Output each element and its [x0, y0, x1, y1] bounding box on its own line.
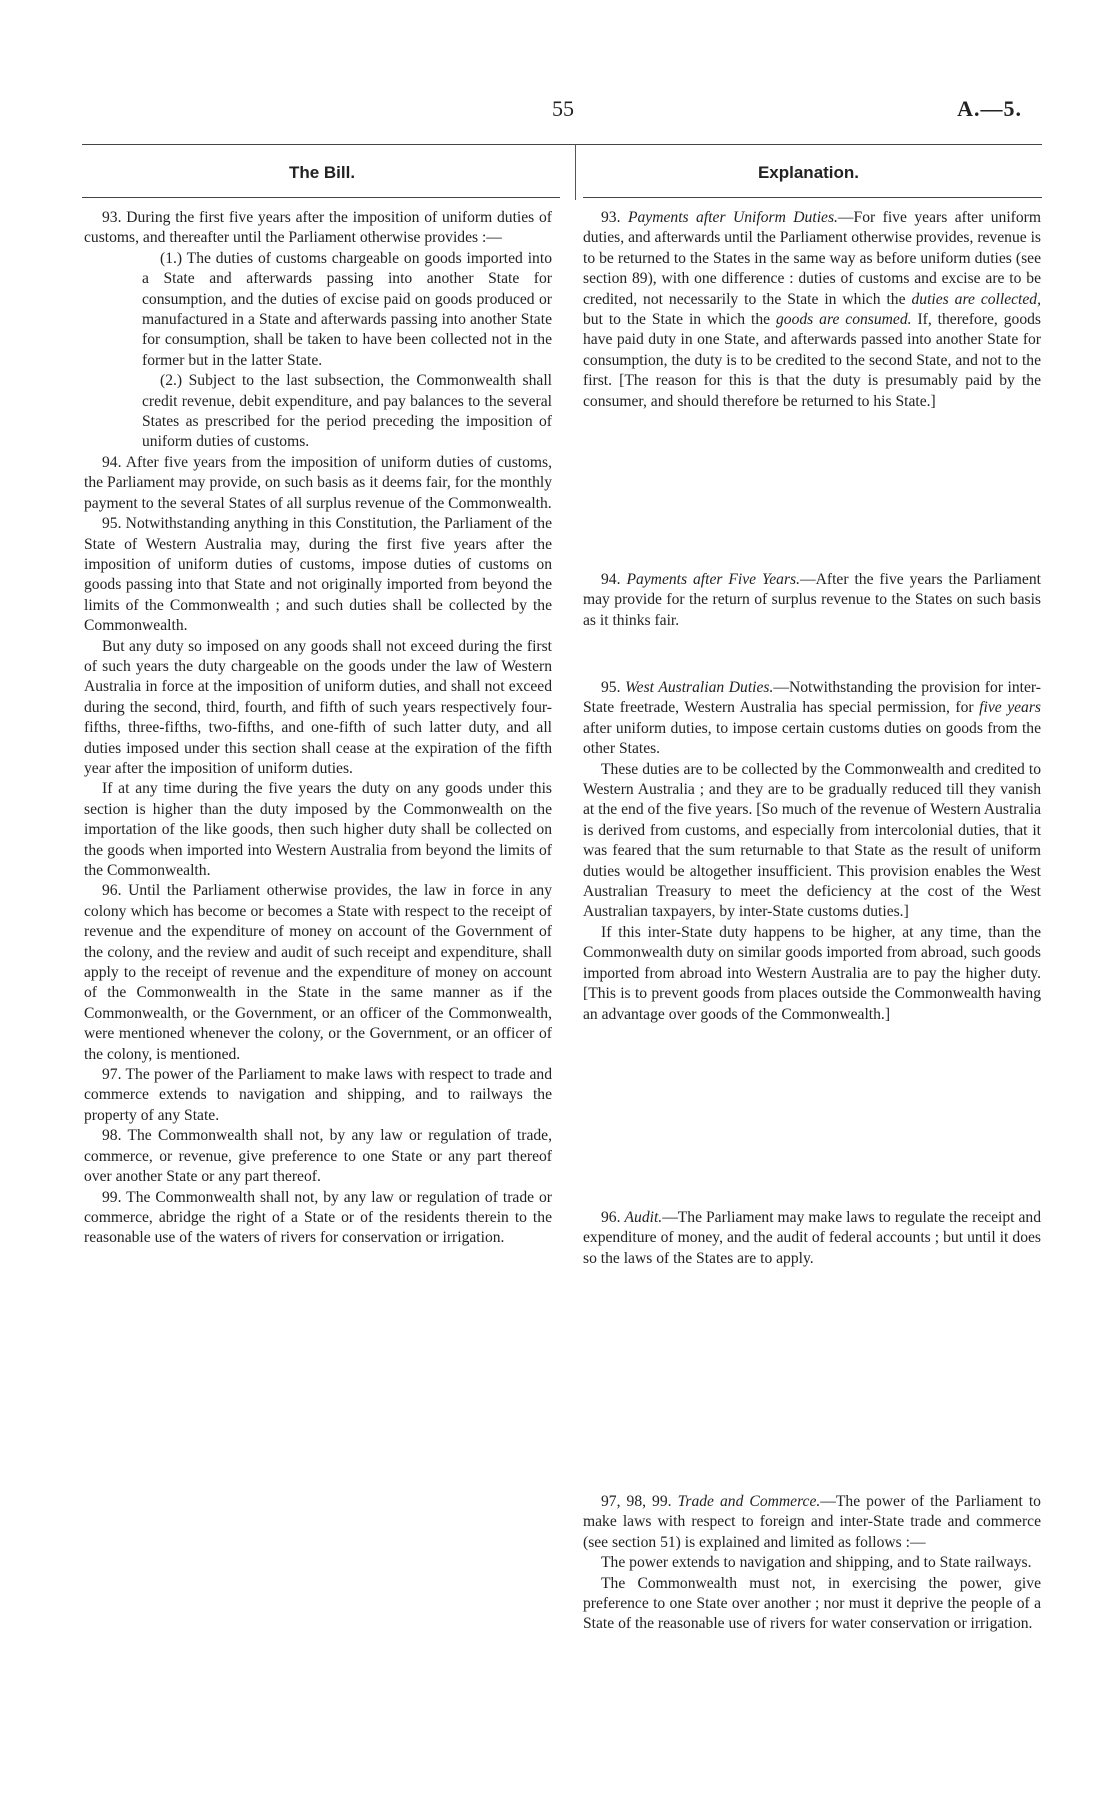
- explanation-95: 95. West Australian Duties.—Notwithstanding the provision for inter-State freetrade, Western Australia has special permission, for five years after uniform duties, to impose certain customs duties on goods from the other States. These duties are to be collected by the Commonwealth and credited to Western Australia ; and they are to be gradually reduced till they vanish at the end of the five years. [So much of the revenue of Western Australia is derived from customs, and especially from intercolonial duties, that it was feared that the sum returnable to that State as the result of uniform duties would be altogether insufficient. This provision enables the West Australian Treasury to meet the deficiency at the cost of the West Australian taxpayers, by inter-State customs duties.] If this inter-State duty happens to be higher, at any time, than the Commonwealth duty on similar goods imported from abroad, such goods imported from abroad into Western Australia are to pay the higher duty. [This is to prevent goods from places outside the Commonwealth having an advantage over goods of the Commonwealth.]: [583, 678, 1041, 1025]
- section-94: 94. After five years from the imposition of uniform duties of customs, the Parliament may provide, on such basis as it deems fair, for the monthly payment to the several States of all surplus revenue of the Commonwealth.: [84, 453, 552, 512]
- column-headings: [82, 163, 1042, 193]
- e95-para-3: If this inter-State duty happens to be higher, at any time, than the Commonwealth duty on similar goods imported from abroad, such goods imported from abroad into Western Australia are to pay the higher duty. [This is to prevent goods from places outside the Commonwealth having an advantage over goods of the Commonwealth.]: [583, 923, 1041, 1023]
- e95-title: West Australian Duties.: [625, 679, 774, 696]
- section-93-subsection-2: (2.) Subject to the last subsection, the Commonwealth shall credit revenue, debit expenditure, and pay balances to the several States as prescribed for the period preceding the imposition of uniform duties of customs.: [142, 372, 552, 451]
- page-number: 55: [552, 96, 574, 121]
- e97-para-3: The Commonwealth must not, in exercising the power, give preference to one State over another ; nor must it deprive the people of a State of the reasonable use of rivers for water conservation or irrigation.: [583, 1574, 1041, 1633]
- section-99: 99. The Commonwealth shall not, by any law or regulation of trade or commerce, abridge the right of a State or of the residents therein to the reasonable use of the waters of rivers for conservation or irrigation.: [84, 1188, 552, 1247]
- section-95-para-3: If at any time during the five years the duty on any goods under this section is higher than the duty imposed by the Commonwealth on the importation of the like goods, then such higher duty shall be collected on the goods when imported into Western Australia from beyond the limits of the Commonwealth.: [84, 780, 552, 879]
- explanation-column-title: Explanation.: [757, 163, 860, 182]
- explanation-97-99: 97, 98, 99. Trade and Commerce.—The power of the Parliament to make laws with respect to foreign and inter-State trade and commerce (see section 51) is explained and limited as follows :— The power extends to navigation and shipping, and to State railways. The Commonwealth must not, in exercising the power, give preference to one State over another ; nor must it deprive the people of a State of the reasonable use of rivers for water conservation or irrigation.: [583, 1492, 1041, 1635]
- e97-title: Trade and Commerce.: [677, 1493, 821, 1510]
- right-heading-rule: [583, 197, 1042, 198]
- section-93-intro: 93. During the first five years after the imposition of uniform duties of customs, and thereafter until the Parliament otherwise provides :—: [84, 209, 552, 247]
- page-header: [0, 96, 1114, 136]
- section-93-subsection-1: (1.) The duties of customs chargeable on goods imported into a State and afterwards passing into another State for consumption, and the duties of excise paid on goods produced or manufactured in a State and afterwards passing into another State for consumption, shall be taken to have been collected not in the former but in the latter State.: [142, 249, 552, 369]
- document-code: A.—5.: [957, 96, 1022, 121]
- bill-column: [84, 208, 552, 1249]
- section-96: 96. Until the Parliament otherwise provides, the law in force in any colony which has become or becomes a State with respect to the receipt of revenue and the expenditure of money on account of the Government of the colony, and the review and audit of such receipt and expenditure, shall apply to the receipt of revenue and the expenditure of money on account of the Commonwealth in the State in the same manner as if the Commonwealth, or the Government, or an officer of the Commonwealth, were mentioned whenever the colony, or the Government, or an officer of the colony, is mentioned.: [84, 882, 552, 1063]
- explanation-96: 96. Audit.—The Parliament may make laws to regulate the receipt and expenditure of money, and the audit of federal accounts ; but until it does so the laws of the States are to apply.: [583, 1209, 1041, 1267]
- e96-number: 96.: [601, 1209, 621, 1226]
- left-heading-rule: [82, 197, 560, 198]
- e95-number: 95.: [601, 679, 621, 696]
- e97-para-2: The power extends to navigation and shipping, and to State railways.: [601, 1554, 1032, 1572]
- e95-para-2: These duties are to be collected by the Commonwealth and credited to Western Australia ; and they are to be gradually reduced till they vanish at the end of the five years. [So much of the revenue of Western Australia is derived from customs, and especially from intercolonial duties, that it was feared that the sum returnable to that State as the result of uniform duties would be altogether insufficient. This provision enables the West Australian Treasury to meet the deficiency at the cost of the West Australian taxpayers, by inter-State customs duties.]: [583, 760, 1041, 921]
- section-97: 97. The power of the Parliament to make laws with respect to trade and commerce extends to navigation and shipping, and to railways the property of any State.: [84, 1066, 552, 1124]
- e94-number: 94.: [601, 571, 621, 588]
- e94-title: Payments after Five Years.: [626, 571, 801, 588]
- explanation-93: 93. Payments after Uniform Duties.—For five years after uniform duties, and afterwards until the Parliament otherwise provides, revenue is to be returned to the States in the same way as before uniform duties (see section 89), with one difference : duties of customs and excise are to be credited, not necessarily to the State in which the duties are collected, but to the State in which the goods are consumed. If, therefore, goods have paid duty in one State, and afterwards passed into another State for consumption, the duty is to be credited to the second State, and not to the first. [The reason for this is that the duty is presumably paid by the consumer, and should therefore be returned to his State.]: [583, 209, 1041, 410]
- e96-title: Audit.: [624, 1209, 663, 1226]
- section-95-para-2: But any duty so imposed on any goods shall not exceed during the first of such years the duty chargeable on the goods under the law of Western Australia in force at the imposition of uniform duties, and shall not exceed during the second, third, fourth, and fifth of such years respectively four-fifths, three-fifths, two-fifths, and one-fifth of such latter duty, and all duties imposed under this section shall cease at the expiration of the fifth year after the imposition of uniform duties.: [84, 637, 552, 777]
- top-rule: [82, 144, 1042, 145]
- e93-number: 93.: [601, 209, 621, 226]
- explanation-94: 94. Payments after Five Years.—After the five years the Parliament may provide for the return of surplus revenue to the States on such basis as it thinks fair.: [583, 571, 1041, 629]
- section-95-para-1: 95. Notwithstanding anything in this Constitution, the Parliament of the State of Western Australia may, during the first five years after the imposition of uniform duties of customs, impose duties of customs on goods passing into that State and not originally imported from beyond the limits of the Commonwealth ; and such duties shall be collected by the Commonwealth.: [84, 515, 552, 635]
- bill-column-title: The Bill.: [288, 163, 356, 182]
- section-98: 98. The Commonwealth shall not, by any law or regulation of trade, commerce, or revenue, give preference to one State or any part thereof over another State or any part thereof.: [84, 1127, 552, 1186]
- e97-number: 97, 98, 99.: [601, 1493, 672, 1510]
- e93-title: Payments after Uniform Duties.: [627, 209, 838, 226]
